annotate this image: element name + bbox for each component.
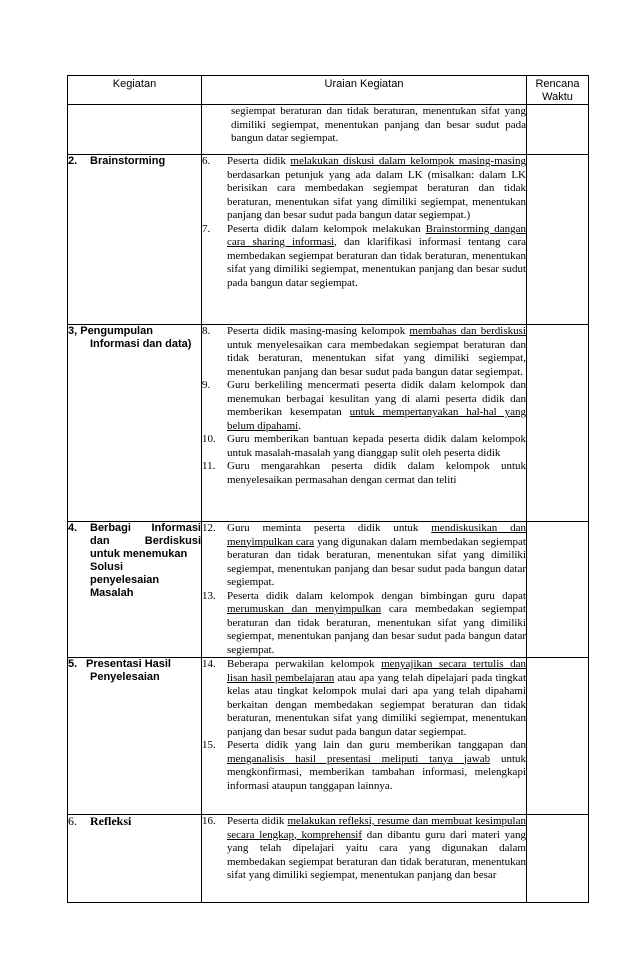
description-cell — [202, 522, 527, 658]
item-text-pre: Peserta didik — [227, 815, 288, 827]
item-text-underlined: Brainstorming dangan cara sharing informasi — [227, 222, 526, 248]
description-cell — [202, 658, 527, 815]
activity-label: Brainstorming — [90, 155, 166, 167]
list-item — [202, 658, 526, 739]
time-cell — [527, 325, 589, 522]
table-row — [68, 658, 589, 815]
activity-label-line1: 3, Pengumpulan — [68, 325, 153, 337]
list-item — [202, 739, 526, 793]
item-number: 16. — [202, 815, 216, 827]
list-item — [202, 325, 526, 379]
activity-label-line6: Masalah — [90, 587, 134, 599]
activity-label-line1: Berbagi Informasi — [90, 522, 201, 534]
time-cell — [527, 815, 589, 903]
activity-number: 4. — [68, 522, 78, 534]
item-text-pre: Peserta didik yang lain dan guru memberikan tanggapan dan — [227, 739, 526, 751]
list-item — [202, 522, 526, 590]
activity-label: Refleksi — [90, 814, 132, 828]
item-number: 15. — [202, 739, 216, 751]
table-row — [68, 105, 589, 155]
learning-activities-table — [67, 75, 589, 903]
activity-label-line1: Presentasi Hasil — [86, 658, 171, 670]
table-row — [68, 815, 589, 903]
item-number: 7. — [202, 222, 211, 235]
item-text-underlined: melakukan refleksi, resume dan membuat kesimpulan secara lengkap, komprehensif — [227, 815, 526, 841]
item-number: 8. — [202, 325, 211, 337]
item-text-post: untuk mengkonfirmasi, memberikan tambahan informasi, melengkapi informasi ataupun tanggapan lainnya. — [227, 752, 526, 792]
activity-label-line2: dan Berdiskusi — [90, 535, 201, 547]
activity-label-line2: Penyelesaian — [90, 671, 160, 683]
item-text-post: . — [298, 419, 301, 432]
activity-label-first-line — [68, 522, 201, 535]
list-item — [202, 223, 526, 291]
description-cell — [202, 155, 527, 325]
item-text-pre: Peserta didik masing-masing kelompok — [227, 325, 410, 337]
activity-cell — [68, 325, 202, 522]
item-text-post: berdasarkan petunjuk yang ada dalam LK (misalkan: dalam LK berisikan cara membedakan segiempat beraturan dan tidak beraturan, menentukan sifat yang dimiliki segiempat, menentukan panjang dan besar sudut pada bangun datar segiempat.) — [227, 168, 526, 221]
item-text-post: atau apa yang telah dipelajari pada tingkat kelas atau tingkat kelompok mulai dari apa yang telah dipahami berkaitan dengan membedakan segiempat beraturan dan tidak beraturan, menentukan sifat yang dimiliki segiempat, menentukan panjang dan besar sudut pada bangun datar segiempat. — [227, 671, 527, 738]
activity-cell-empty — [68, 105, 202, 155]
table-header-row — [68, 76, 589, 105]
item-text-post: untuk menyelesaikan cara membedakan segiempat beraturan dan tidak beraturan, menentukan sifat yang dimiliki segiempat, menentukan panjang dan besar sudut pada bangun datar segiempat. — [227, 338, 526, 378]
table-row — [68, 155, 589, 325]
item-text: Guru memberikan bantuan kepada peserta didik dalam kelompok untuk masalah-masalah yang dianggap sulit oleh peserta didik — [227, 433, 526, 459]
activity-cell — [68, 155, 202, 325]
item-text — [227, 522, 526, 590]
item-text-underlined: merumuskan dan menyimpulkan — [227, 603, 382, 615]
activity-number: 6. — [68, 814, 77, 828]
item-text — [227, 325, 526, 379]
time-cell — [527, 522, 589, 658]
continued-text: segiempat beraturan dan tidak beraturan, menentukan sifat yang dimiliki segiempat, menentukan panjang dan besar sudut pada bangun datar segiempat. — [231, 105, 526, 144]
time-cell — [527, 155, 589, 325]
item-number: 12. — [202, 522, 216, 534]
list-item — [202, 815, 526, 883]
item-text-post: cara membedakan segiempat beraturan dan tidak beraturan, menentukan sifat yang dimiliki segiempat, menentukan panjang dan besar sudut pada bangun datar segiempat. — [227, 603, 526, 656]
item-text-underlined: membahas dan berdiskusi — [409, 325, 526, 337]
item-text — [227, 379, 526, 433]
time-cell — [527, 658, 589, 815]
activity-label-first-line — [68, 658, 201, 671]
item-text-post: dan dibantu guru dari materi yang yang telah dipelajari yaitu cara yang digunakan dalam membedakan segiempat beraturan dan tidak beraturan, menentukan sifat yang dimiliki segiempat, menentukan panjang dan besar — [227, 828, 527, 881]
item-text — [227, 223, 526, 291]
item-number: 9. — [202, 379, 211, 391]
activity-cell — [68, 815, 202, 903]
activity-cell — [68, 522, 202, 658]
list-item — [202, 155, 526, 223]
header-rencana-waktu — [527, 76, 589, 105]
item-text-pre: Peserta didik dalam kelompok melakukan — [227, 222, 426, 235]
item-text: Guru mengarahkan peserta didik dalam kelompok untuk menyelesaikan permasahan dengan cermat dan teliti — [227, 460, 526, 486]
item-number: 10. — [202, 433, 216, 445]
description-cell — [202, 815, 527, 903]
activity-number: 2. — [68, 155, 78, 167]
item-text-underlined: untuk mempertanyakan hal-hal yang belum dipahami — [227, 406, 526, 432]
item-text-pre: Peserta didik — [227, 155, 291, 167]
table-row — [68, 522, 589, 658]
header-uraian: Uraian Kegiatan — [202, 76, 527, 105]
list-item — [202, 590, 526, 658]
activity-label-line2: Informasi dan data) — [90, 338, 192, 350]
header-kegiatan: Kegiatan — [68, 76, 202, 105]
activity-label-line5: penyelesaian — [90, 574, 160, 586]
list-item — [202, 379, 526, 433]
list-item — [202, 433, 526, 460]
item-text-post: , dan klarifikasi informasi tentang cara membedakan segiempat beraturan dan tidak beraturan, menentukan sifat yang dimiliki segiempat, menentukan panjang dan besar sudut pada bangun datar segiempat. — [227, 236, 526, 289]
table-row — [68, 325, 589, 522]
item-text-pre: Peserta didik dalam kelompok dengan bimbingan guru dapat — [227, 589, 526, 602]
activity-cell — [68, 658, 202, 815]
activity-label-line3: untuk menemukan — [90, 548, 188, 560]
item-number: 13. — [202, 589, 216, 602]
header-rencana-line1: Rencana — [535, 78, 580, 90]
item-text — [227, 155, 526, 223]
item-text-pre: Beberapa perwakilan kelompok — [227, 658, 382, 670]
activity-label-line4: Solusi — [90, 561, 124, 573]
description-cell — [202, 105, 527, 155]
item-text-pre: Guru berkeliling mencermati peserta didik dalam kelompok dan menemukan berbagai kesulitan yang di alami peserta didik dan memberikan kesempatan — [227, 379, 526, 418]
item-text-post: yang digunakan dalam membedakan segiempat beraturan dan tidak beraturan, menentukan sifat yang dimiliki segiempat, menentukan panjang dan besar sudut pada bangun datar segiempat. — [227, 535, 526, 588]
activity-number: 5. — [68, 658, 78, 670]
list-item — [202, 460, 526, 487]
item-text-underlined: mendiskusikan dan menyimpulkan cara — [227, 522, 526, 548]
item-text — [227, 590, 526, 658]
item-text-underlined: menyajikan secara tertulis dan lisan hasil pembelajaran — [227, 658, 526, 684]
item-number: 11. — [202, 460, 216, 472]
item-text — [227, 658, 526, 739]
item-number: 6. — [202, 155, 211, 167]
item-text-pre: Guru meminta peserta didik untuk — [227, 522, 432, 534]
description-cell — [202, 325, 527, 522]
item-text — [227, 815, 526, 883]
item-text — [227, 739, 526, 793]
item-text-underlined: menganalisis hasil presentasi meliputi tanya jawab — [227, 752, 491, 765]
time-cell — [527, 105, 589, 155]
item-text-underlined: melakukan diskusi dalam kelompok masing-masing — [290, 155, 526, 167]
header-rencana-line2: Waktu — [542, 91, 573, 103]
item-number: 14. — [202, 658, 216, 670]
